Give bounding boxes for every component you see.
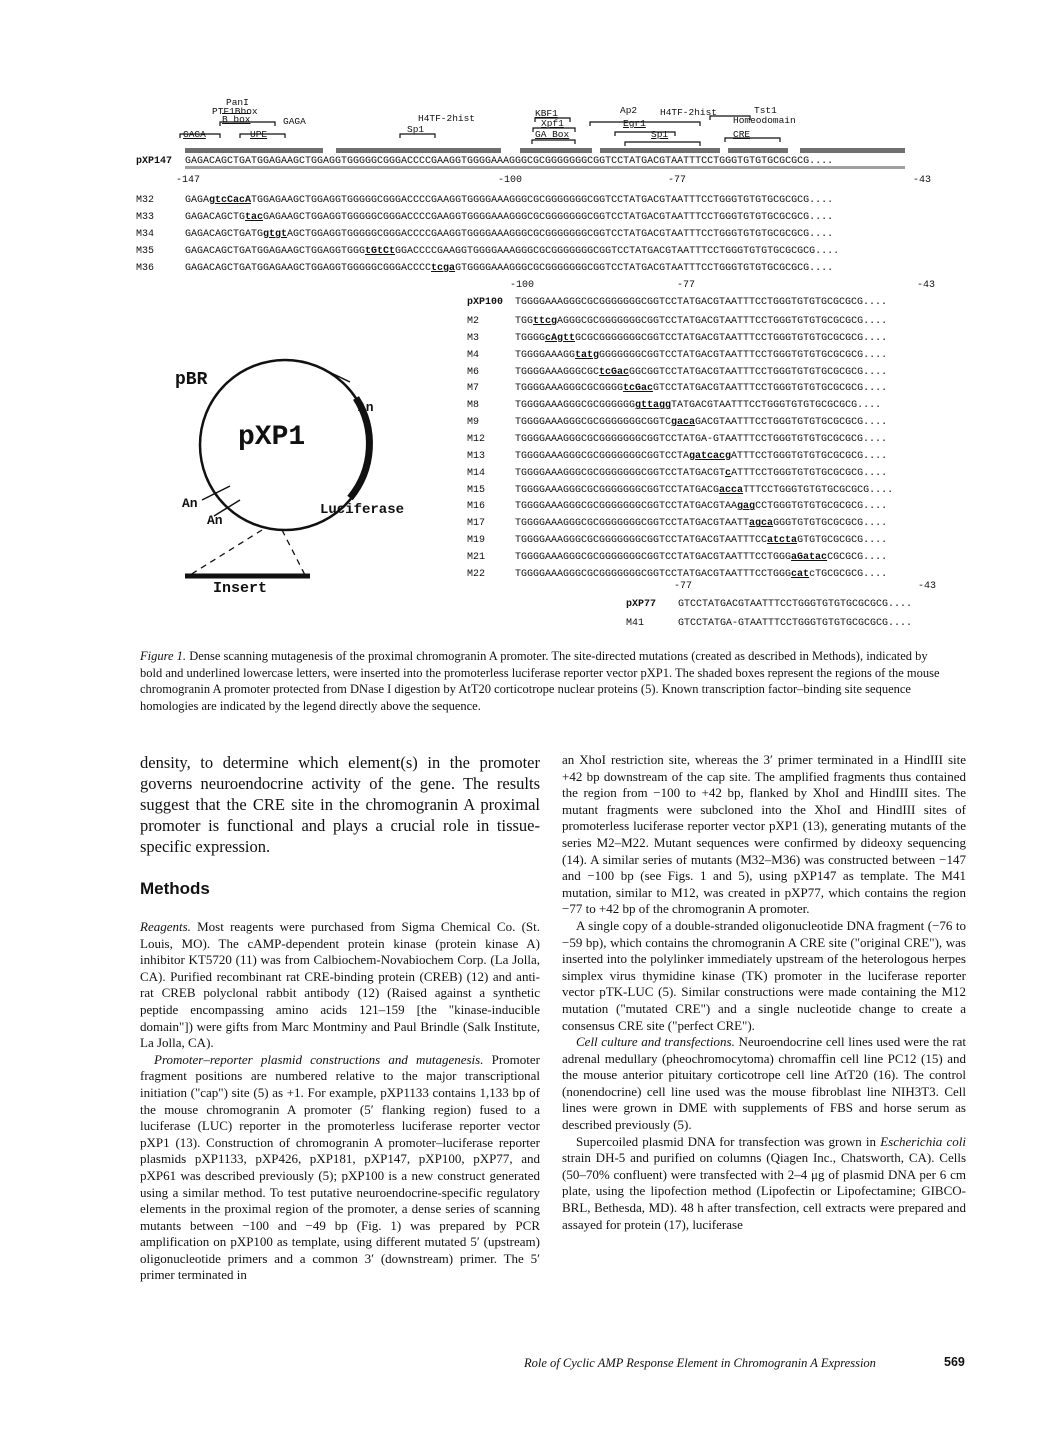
tf-label-sp1-left: Sp1 <box>407 124 425 135</box>
long-mutant-wildtype: GAGACAGCTGATGGAGAAGCTGGAGGTGGGGGCGGGACCCC <box>185 263 432 274</box>
long-mutant-mutation: tcga <box>431 263 456 274</box>
short-mutant-wildtype: TGGGGAAAGGGCGCGGGGGGGCGGTCCTATGACGT <box>515 467 726 479</box>
short-mutant-wildtype: cTGCGCGCG.... <box>809 568 888 580</box>
cell-culture-paragraph <box>562 1034 966 1134</box>
transfection-paragraph <box>562 1134 966 1234</box>
short-mutant-wildtype: GACGTAATTTCCTGGGTGTGTGCGCGCG.... <box>695 417 888 429</box>
seq-pxp147: GAGACAGCTGATGGAGAAGCTGGAGGTGGGGGCGGGACCCCGAAGGTGGGGAAAGGGCGCGGGGGGGCGGTCCTATGACGTAATTTCCTGGGTGTGTGCGCGCG.... <box>185 156 834 167</box>
short-mutant-wildtype: TGGGGAAAGGGCGCGGGGGGGCGGTCCTATGACGTAATTTCCTGGG <box>515 568 792 580</box>
long-mutant-wildtype: GAGA <box>185 195 210 206</box>
position-minus77-mid: -77 <box>677 280 696 291</box>
short-mutant-sequence <box>515 434 887 445</box>
short-mutant-wildtype: TGGGGAAAGGGCGCGGGGGGGCGGTCCTATGA-GTAATTTCCTGGGTGTGTGCGCGCG.... <box>515 433 888 445</box>
tf-label-ap2: Ap2 <box>620 105 638 116</box>
long-mutant-label: M33 <box>136 212 155 223</box>
seq-label-pxp147: pXP147 <box>136 156 173 167</box>
short-mutant-label: M21 <box>467 551 486 563</box>
tf-label-pani: PanI <box>226 97 249 108</box>
short-mutant-wildtype: TGGGGAAAGGGCGCGGGGGGGCGGTCCTATGACGTAA <box>515 501 738 513</box>
tf-bracket-lines <box>170 104 820 148</box>
plasmid-an-left1: An <box>182 496 198 511</box>
short-mutant-wildtype: TTTCCTGGGTGTGTGCGCGCG.... <box>743 484 894 496</box>
tf-label-upe: UPE <box>250 129 268 140</box>
short-mutant-wildtype: TGGGGAAAGGGCGCGGGGGGGCGGTCCTATGACGTAATTTCC <box>515 535 768 547</box>
short-mutant-label: M19 <box>467 535 486 547</box>
position-minus100-top: -100 <box>498 175 523 186</box>
short-mutant-wildtype: GTGTGCGCGCG.... <box>797 535 888 547</box>
tf-label-tst1: Tst1 <box>754 105 777 116</box>
protected-region-3 <box>520 148 592 153</box>
plasmid-name: pXP1 <box>238 422 306 453</box>
short-mutant-sequence <box>515 501 887 512</box>
long-mutant-sequence <box>185 246 839 257</box>
position-minus100-mid: -100 <box>510 280 535 291</box>
long-mutant-wildtype: AGCTGGAGGTGGGGGCGGGACCCCGAAGGTGGGGAAAGGGCGCGGGGGGGCGGTCCTATGACGTAATTTCCTGGGTGTGTGCGCGCG.... <box>287 229 834 240</box>
long-mutant-wildtype: TGGAGAAGCTGGAGGTGGGGGCGGGACCCCGAAGGTGGGGAAAGGGCGCGGGGGGGCGGTCCTATGACGTAATTTCCTGGGTGTGTGCGCGCG.... <box>251 195 834 206</box>
long-mutant-label: M36 <box>136 263 155 274</box>
seq-label-pxp77: pXP77 <box>626 599 657 610</box>
short-mutant-mutation: c <box>725 467 732 479</box>
tf-label-xpf1: Xpf1 <box>541 118 564 129</box>
long-mutant-label: M32 <box>136 195 155 206</box>
oligonucleotide-paragraph: A single copy of a double-stranded oligonucleotide DNA fragment (−76 to −59 bp), which contains the chromogranin A CRE site ("original CRE"), was inserted into the polylinker immediately upstream of the heterologous herpes simplex virus thymidine kinase (TK) promoter in the luciferase reporter vector pTK-LUC (5). Similar constructions were made containing the M12 mutation ("mutated CRE") and a single nucleotide change to create a consensus CRE site ("perfect CRE"). <box>562 917 966 1033</box>
long-mutant-sequence <box>185 263 833 274</box>
plasmid-insert: Insert <box>213 580 268 597</box>
short-mutant-label: M3 <box>467 332 480 344</box>
long-mutant-sequence <box>185 212 833 223</box>
short-mutant-sequence <box>515 350 887 361</box>
tf-label-ptf1bbox: PTF1Bbox <box>212 106 258 117</box>
transfection-text-b: strain DH-5 and purified on columns (Qiagen Inc., Chatsworth, CA). Cells (50–70% confluent) were transfected with 2–4 μg of plasmid DNA per 6 cm plate, using the lipofection method (Lipofectin or Lipofectamine; GIBCO-BRL, Bethesda, MD). 48 h after transfection, cell extracts were prepared and assayed for protein (17), luciferase <box>562 1150 966 1232</box>
long-mutant-wildtype: GTGGGGAAAGGGCGCGGGGGGGCGGTCCTATGACGTAATTTCCTGGGTGTGTGCGCGCG.... <box>455 263 834 274</box>
short-mutant-mutation: aGatac <box>791 551 828 563</box>
short-mutant-sequence <box>515 552 887 563</box>
short-mutant-wildtype: TATGACGTAATTTCCTGGGTGTGTGCGCGCG.... <box>671 400 882 412</box>
short-mutant-mutation: acca <box>719 484 744 496</box>
tf-label-gaga-left: GAGA <box>183 129 206 140</box>
short-mutant-mutation: gag <box>737 501 756 513</box>
plasmid-an-right: An <box>358 400 374 415</box>
long-mutant-wildtype: GAGACAGCTG <box>185 212 246 223</box>
long-mutant-mutation: tGtCt <box>365 246 396 257</box>
seq-pxp100: TGGGGAAAGGGCGCGGGGGGGCGGTCCTATGACGTAATTTCCTGGGTGTGTGCGCGCG.... <box>515 297 888 308</box>
short-mutant-wildtype: TGGGGAAAGGGCGCGGGGGGGCGGTCCTATGACG <box>515 484 720 496</box>
short-mutant-mutation: cat <box>791 568 810 580</box>
seq-label-m41: M41 <box>626 618 645 629</box>
protected-region-5 <box>728 148 788 153</box>
short-mutant-wildtype: TGGGGAAAGGGCGC <box>515 366 600 378</box>
running-footer-title: Role of Cyclic AMP Response Element in Chromogranin A Expression <box>524 1356 876 1370</box>
short-mutant-wildtype: ATTTCCTGGGTGTGTGCGCGCG.... <box>731 450 888 462</box>
position-minus77-bottom: -77 <box>674 581 693 592</box>
protected-region-6 <box>800 148 905 153</box>
short-mutant-mutation: agca <box>749 518 774 530</box>
tf-label-kbf1: KBF1 <box>535 108 558 119</box>
long-mutant-label: M35 <box>136 246 155 257</box>
cell-culture-title: Cell culture and transfections. <box>576 1034 735 1050</box>
short-mutant-wildtype: TGGGGAAAGGGCGCGGGGGGGCGGTCCTA <box>515 450 690 462</box>
seq-label-pxp100: pXP100 <box>467 297 504 308</box>
tf-label-homeodomain: Homeodomain <box>733 115 796 126</box>
left-column <box>140 752 540 1284</box>
short-mutant-label: M12 <box>467 433 486 445</box>
short-mutant-label: M2 <box>467 316 480 327</box>
short-mutant-label: M14 <box>467 467 486 479</box>
short-mutant-label: M9 <box>467 417 480 429</box>
position-minus43-bottom: -43 <box>918 581 937 592</box>
short-mutant-mutation: gttagg <box>635 400 672 412</box>
reagents-paragraph <box>140 919 540 1052</box>
protected-region-2 <box>336 148 501 153</box>
tf-label-egr1: Egr1 <box>623 118 646 129</box>
short-mutant-label: M4 <box>467 349 480 361</box>
caption-text: Dense scanning mutagenesis of the proximal chromogranin A promoter. The site-directed mutations (created as described in Methods), indicated by bold and underlined lowercase letters, were inserted into the promoterless luciferase reporter vector pXP1. The shaded boxes represent the regions of the mouse chromogranin A promoter protected from DNase I digestion by AtT20 corticotrope nuclear proteins (5). Known transcription factor–binding site sequence homologies are indicated by the legend directly above the sequence. <box>140 649 940 713</box>
short-mutant-sequence <box>515 569 887 580</box>
short-mutant-mutation: tcGac <box>623 383 654 395</box>
plasmid-luciferase: Luciferase <box>320 502 405 518</box>
short-mutant-wildtype: TGGGGAAAGGGCGCGGGGGGGCGGTCCTATGACGTAATT <box>515 518 750 530</box>
transfection-text-a: Supercoiled plasmid DNA for transfection was grown in <box>576 1133 881 1149</box>
insert-dash-left <box>190 530 262 575</box>
position-minus147: -147 <box>176 175 201 186</box>
page-number: 569 <box>944 1355 965 1369</box>
short-mutant-sequence <box>515 518 887 529</box>
tf-label-sp1-right: Sp1 <box>651 129 669 140</box>
seq-pxp77: GTCCTATGACGTAATTTCCTGGGTGTGTGCGCGCG.... <box>678 599 913 610</box>
short-mutant-sequence <box>515 333 887 344</box>
short-mutant-sequence <box>515 367 887 378</box>
caption-label: Figure 1. <box>140 649 187 663</box>
long-mutant-wildtype: GAGAAGCTGGAGGTGGGGGCGGGACCCCGAAGGTGGGGAAAGGGCGCGGGGGGGCGGTCCTATGACGTAATTTCCTGGGTGTGTGCGCGCG.... <box>263 212 834 223</box>
tf-label-cre: CRE <box>733 129 751 140</box>
long-mutant-sequence <box>185 195 833 206</box>
short-mutant-mutation: gaca <box>671 417 696 429</box>
long-mutant-mutation: gtgt <box>263 229 288 240</box>
short-mutant-label: M17 <box>467 518 486 530</box>
methods-continued-paragraph: an XhoI restriction site, whereas the 3′ primer terminated in a HindIII site +42 bp downstream of the cap site. The amplified fragments thus contained the region from −100 to +42 bp, flanked by XhoI and HindIII sites. The mutant fragments were subcloned into the XhoI and HindIII sites of promoterless luciferase reporter vector pXP1 (13), generating mutants of the series M2–M22. Mutant sequences were confirmed by dideoxy sequencing (14). A similar series of mutants (M32–M36) was constructed between −147 and −100 bp (see Figs. 1 and 5), using pXP147 as template. The M41 mutation, similar to M12, was created in pXP77, which contains the region −77 to +42 bp of the chromogranin A promoter. <box>562 752 966 917</box>
short-mutant-wildtype: TGGGGAAAGGGCGCGGGGGG <box>515 400 636 412</box>
long-mutant-wildtype: GGACCCCGAAGGTGGGGAAAGGGCGCGGGGGGGCGGTCCTATGACGTAATTTCCTGGGTGTGTGCGCGCG.... <box>395 246 840 257</box>
short-mutant-label: M16 <box>467 501 486 513</box>
short-mutant-wildtype: GGGGGGGCGGTCCTATGACGTAATTTCCTGGGTGTGTGCGCGCG.... <box>599 349 888 361</box>
tf-label-h4tf-2hist-left: H4TF-2hist <box>418 113 476 124</box>
short-mutant-mutation: tcGac <box>599 366 630 378</box>
short-mutant-sequence <box>515 451 887 462</box>
tf-label-h4tf-2hist-right: H4TF-2hist <box>660 107 718 118</box>
short-mutant-wildtype: TGGGGAAAGGGCGCGGGG <box>515 383 624 395</box>
plasmid-map <box>170 350 460 600</box>
short-mutant-sequence <box>515 316 887 327</box>
short-mutant-label: M13 <box>467 450 486 462</box>
short-mutant-mutation: cAgtt <box>545 332 576 344</box>
tf-label-gaga-right: GAGA <box>283 116 306 127</box>
short-mutant-sequence <box>515 468 887 479</box>
long-mutant-label: M34 <box>136 229 155 240</box>
short-mutant-wildtype: AGGGCGCGGGGGGGCGGTCCTATGACGTAATTTCCTGGGTGTGTGCGCGCG.... <box>557 316 888 327</box>
short-mutant-wildtype: TGG <box>515 316 534 327</box>
figure-caption <box>140 648 940 714</box>
an-left1-pointer <box>202 486 230 500</box>
long-mutant-wildtype: GAGACAGCTGATGGAGAAGCTGGAGGTGGG <box>185 246 366 257</box>
short-mutant-wildtype: CCTGGGTGTGTGCGCGCG.... <box>755 501 888 513</box>
short-mutant-sequence <box>515 383 887 394</box>
short-mutant-wildtype: ATTTCCTGGGTGTGTGCGCGCG.... <box>731 467 888 479</box>
short-mutant-wildtype: TGGGG <box>515 332 546 344</box>
short-mutant-sequence <box>515 535 887 546</box>
short-mutant-mutation: ttcg <box>533 316 558 327</box>
promoter-title: Promoter–reporter plasmid constructions and mutagenesis. <box>154 1051 484 1067</box>
long-mutant-mutation: gtcCacA <box>209 195 252 206</box>
long-mutant-wildtype: GAGACAGCTGATG <box>185 229 264 240</box>
plasmid-an-left2: An <box>207 513 223 528</box>
reagents-text: Most reagents were purchased from Sigma Chemical Co. (St. Louis, MO). The cAMP-dependent protein kinase (protein kinase A) inhibitor KT5720 (11) was from Calbiochem-Novabiochem Corp. (La Jolla, CA). Purified recombinant rat CRE-binding protein (CREB) (12) and anti-rat CREB polyclonal rabbit antibody (12) (Raised against a synthetic peptide encompassing amino acids 121–159 [the "kinase-inducible domain"]) were gifts from Marc Montminy and Paul Brindle (Salk Institute, La Jolla, CA). <box>140 919 540 1051</box>
short-mutant-label: M22 <box>467 568 486 580</box>
plasmid-pbr: pBR <box>175 370 208 390</box>
transfection-organism: Escherichia coli <box>880 1133 966 1149</box>
short-mutant-mutation: gatcacg <box>689 450 732 462</box>
tf-label-b-box: B box <box>222 114 251 125</box>
protected-region-1 <box>185 148 323 153</box>
short-mutant-label: M8 <box>467 400 480 412</box>
short-mutant-mutation: tatg <box>575 349 600 361</box>
long-mutant-sequence <box>185 229 833 240</box>
short-mutant-wildtype: TGGGGAAAGGGCGCGGGGGGGCGGTCCTATGACGTAATTTCCTGGG <box>515 551 792 563</box>
position-minus43-mid: -43 <box>917 280 936 291</box>
reagents-title: Reagents. <box>140 919 191 934</box>
short-mutant-sequence <box>515 417 887 428</box>
short-mutant-wildtype: GGGTGTGTGCGCGCG.... <box>773 518 888 530</box>
right-column <box>562 752 966 1233</box>
cell-culture-text: Neuroendocrine cell lines used were the rat adrenal medullary (pheochromocytoma) chromaffin cell line PC12 (15) and the mouse anterior pituitary corticotrope cell line AtT20 (16). The control (nonendocrine) cell line used was the mouse fibroblast line NIH3T3. Cell lines were grown in DME with supplements of FBS and horse serum as described previously (5). <box>562 1034 967 1133</box>
position-minus77-top: -77 <box>668 175 687 186</box>
short-mutant-label: M15 <box>467 484 486 496</box>
tf-label-ga-box: GA Box <box>535 129 570 140</box>
short-mutant-mutation: atcta <box>767 535 798 547</box>
an-right-pointer <box>325 370 350 382</box>
short-mutant-sequence <box>515 400 881 411</box>
seq-m41: GTCCTATGA-GTAATTTCCTGGGTGTGTGCGCGCG.... <box>678 618 913 629</box>
short-mutant-wildtype: GTCCTATGACGTAATTTCCTGGGTGTGTGCGCGCG.... <box>653 383 888 395</box>
intro-paragraph: density, to determine which element(s) in the promoter governs neuroendocrine activity of the gene. The results suggest that the CRE site in the chromogranin A proximal promoter is functional and plays a crucial role in tissue-specific expression. <box>140 753 540 856</box>
long-mutant-mutation: tac <box>245 212 264 223</box>
short-mutant-sequence <box>515 485 893 496</box>
methods-heading: Methods <box>140 879 210 898</box>
short-mutant-wildtype: GCGCGGGGGGGCGGTCCTATGACGTAATTTCCTGGGTGTGTGCGCGCG.... <box>575 332 888 344</box>
insert-dash-right <box>282 530 305 575</box>
short-mutant-wildtype: TGGGGAAAGG <box>515 349 576 361</box>
short-mutant-label: M7 <box>467 383 480 395</box>
short-mutant-wildtype: GGCGGTCCTATGACGTAATTTCCTGGGTGTGTGCGCGCG.... <box>629 366 888 378</box>
promoter-text: Promoter fragment positions are numbered relative to the major transcriptional initiation ("cap") site (5) as +1. For example, pXP1133 contains 1,133 bp of the mouse chromogranin A promoter (5′ flanking region) fused to a luciferase (LUC) reporter in the promoterless luciferase reporter vector pXP1 (13). Construction of chromogranin A promoter–luciferase reporter plasmids pXP1133, pXP426, pXP181, pXP147, pXP100, pXP77, and pXP61 was described previously (5); pXP100 is a new construct generated using a similar method. To test putative neuroendocrine-specific regulatory elements in the proximal region of the promoter, a dense series of scanning mutants between −100 and −49 bp (Fig. 1) was prepared by PCR amplification on pXP100 as template, using different mutated 5′ (upstream) oligonucleotide primers and a common 3′ (downstream) primer. The 5′ primer terminated in <box>140 1051 541 1283</box>
protected-region-4 <box>600 148 720 153</box>
promoter-paragraph <box>140 1052 540 1284</box>
short-mutant-wildtype: CGCGCG.... <box>827 551 888 563</box>
short-mutant-wildtype: TGGGGAAAGGGCGCGGGGGGGCGGTC <box>515 417 672 429</box>
position-minus43-top: -43 <box>913 175 932 186</box>
short-mutant-label: M6 <box>467 366 480 378</box>
